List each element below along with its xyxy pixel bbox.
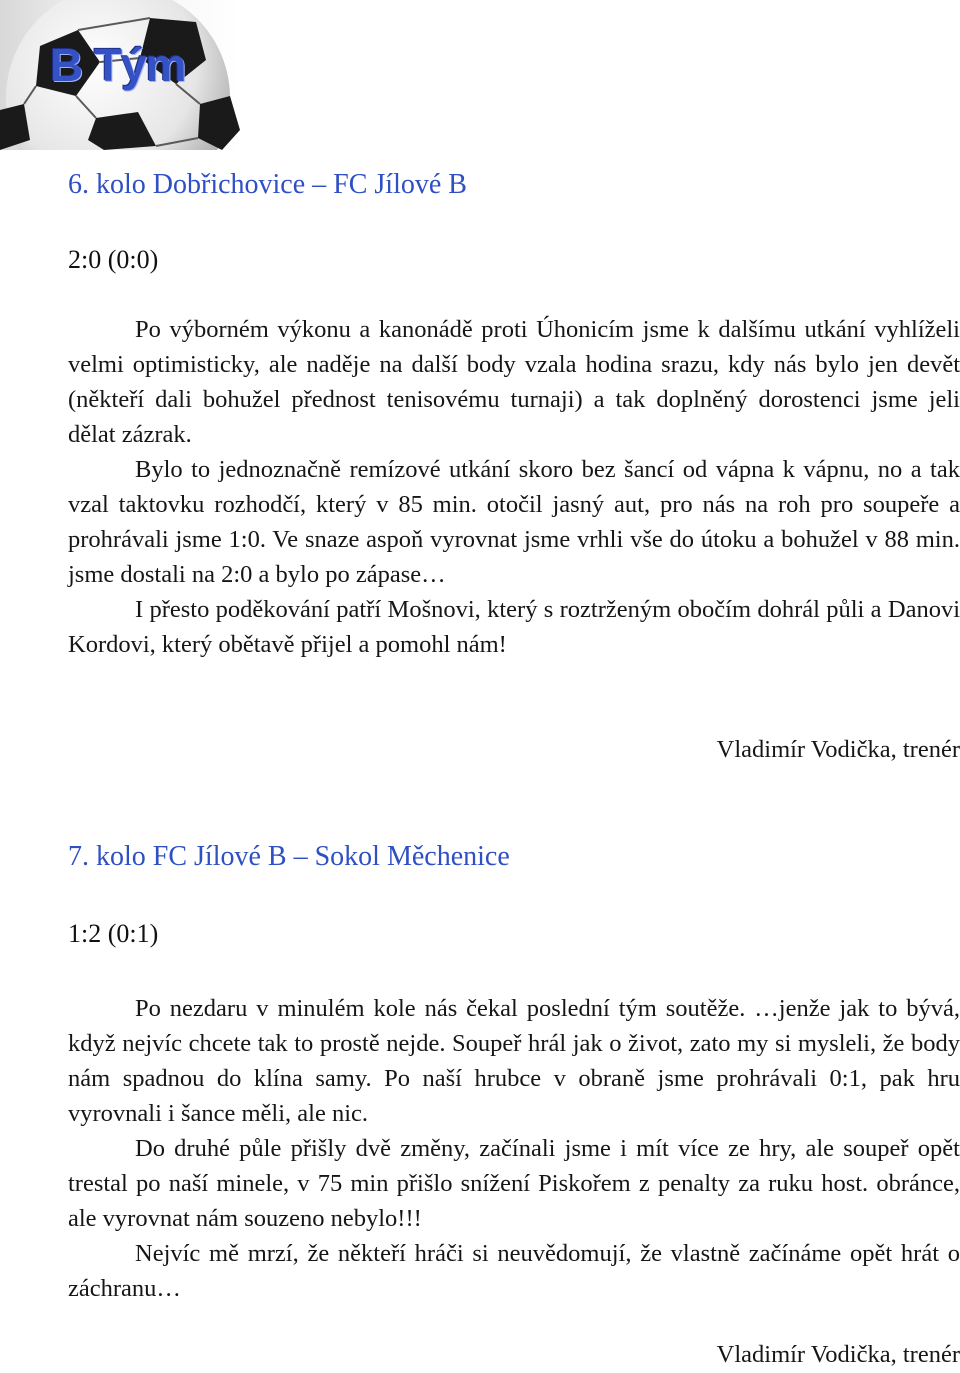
- report-paragraph: Bylo to jednoznačně remízové utkání skoro bez šancí od vápna k vápnu, no a tak vzal taktovku rozhodčí, který v 85 min. otočil jasný aut, pro nás na roh pro soupeře a prohrávali jsme 1:0. Ve snaze aspoň vyrovnat jsme vrhli vše do útoku a bohužel v 88 min. jsme dostali na 2:0 a bylo po zápase…: [68, 456, 960, 588]
- report-signature-round-6: Vladimír Vodička, trenér: [716, 736, 960, 763]
- team-logo: [0, 0, 240, 150]
- match-score-round-7: 1:2 (0:1): [68, 919, 159, 948]
- match-score-round-6: 2:0 (0:0): [68, 245, 159, 274]
- report-paragraph: Nejvíc mě mrzí, že někteří hráči si neuvědomují, že vlastně začínáme opět hrát o záchranu…: [68, 1240, 960, 1302]
- logo-title: B Tým: [50, 39, 186, 91]
- report-paragraph: Po nezdaru v minulém kole nás čekal poslední tým soutěže. …jenže jak to bývá, když nejvíc chcete tak to prostě nejde. Soupeř hrál jak o život, zato my si mysleli, že body nám spadnou do klína samy. Po naší hrubce v obraně jsme prohrávali 0:1, pak hru vyrovnali i šance měli, ale nic.: [68, 995, 960, 1127]
- report-paragraph: I přesto poděkování patří Mošnovi, který s roztrženým obočím dohrál půli a Danovi Kordovi, který obětavě přijel a pomohl nám!: [68, 596, 960, 658]
- match-report-round-6: [68, 312, 960, 662]
- report-signature-round-7: Vladimír Vodička, trenér: [716, 1341, 960, 1368]
- report-paragraph: Po výborném výkonu a kanonádě proti Úhonicím jsme k dalšímu utkání vyhlíželi velmi optimisticky, ale naděje na další body vzala hodina srazu, kdy nás bylo jen devět (někteří dali bohužel přednost tenisovému turnaji) a tak doplněný dorostenci jsme jeli dělat zázrak.: [68, 316, 960, 448]
- match-heading-round-7: 7. kolo FC Jílové B – Sokol Měchenice: [68, 841, 510, 872]
- report-paragraph: Do druhé půle přišly dvě změny, začínali jsme i mít více ze hry, ale soupeř opět trestal po naší minele, v 75 min přišlo snížení Piskořem z penalty za ruku host. obránce, ale vyrovnat nám souzeno nebylo!!!: [68, 1135, 960, 1232]
- match-heading-round-6: 6. kolo Dobřichovice – FC Jílové B: [68, 169, 467, 200]
- match-report-round-7: [68, 991, 960, 1306]
